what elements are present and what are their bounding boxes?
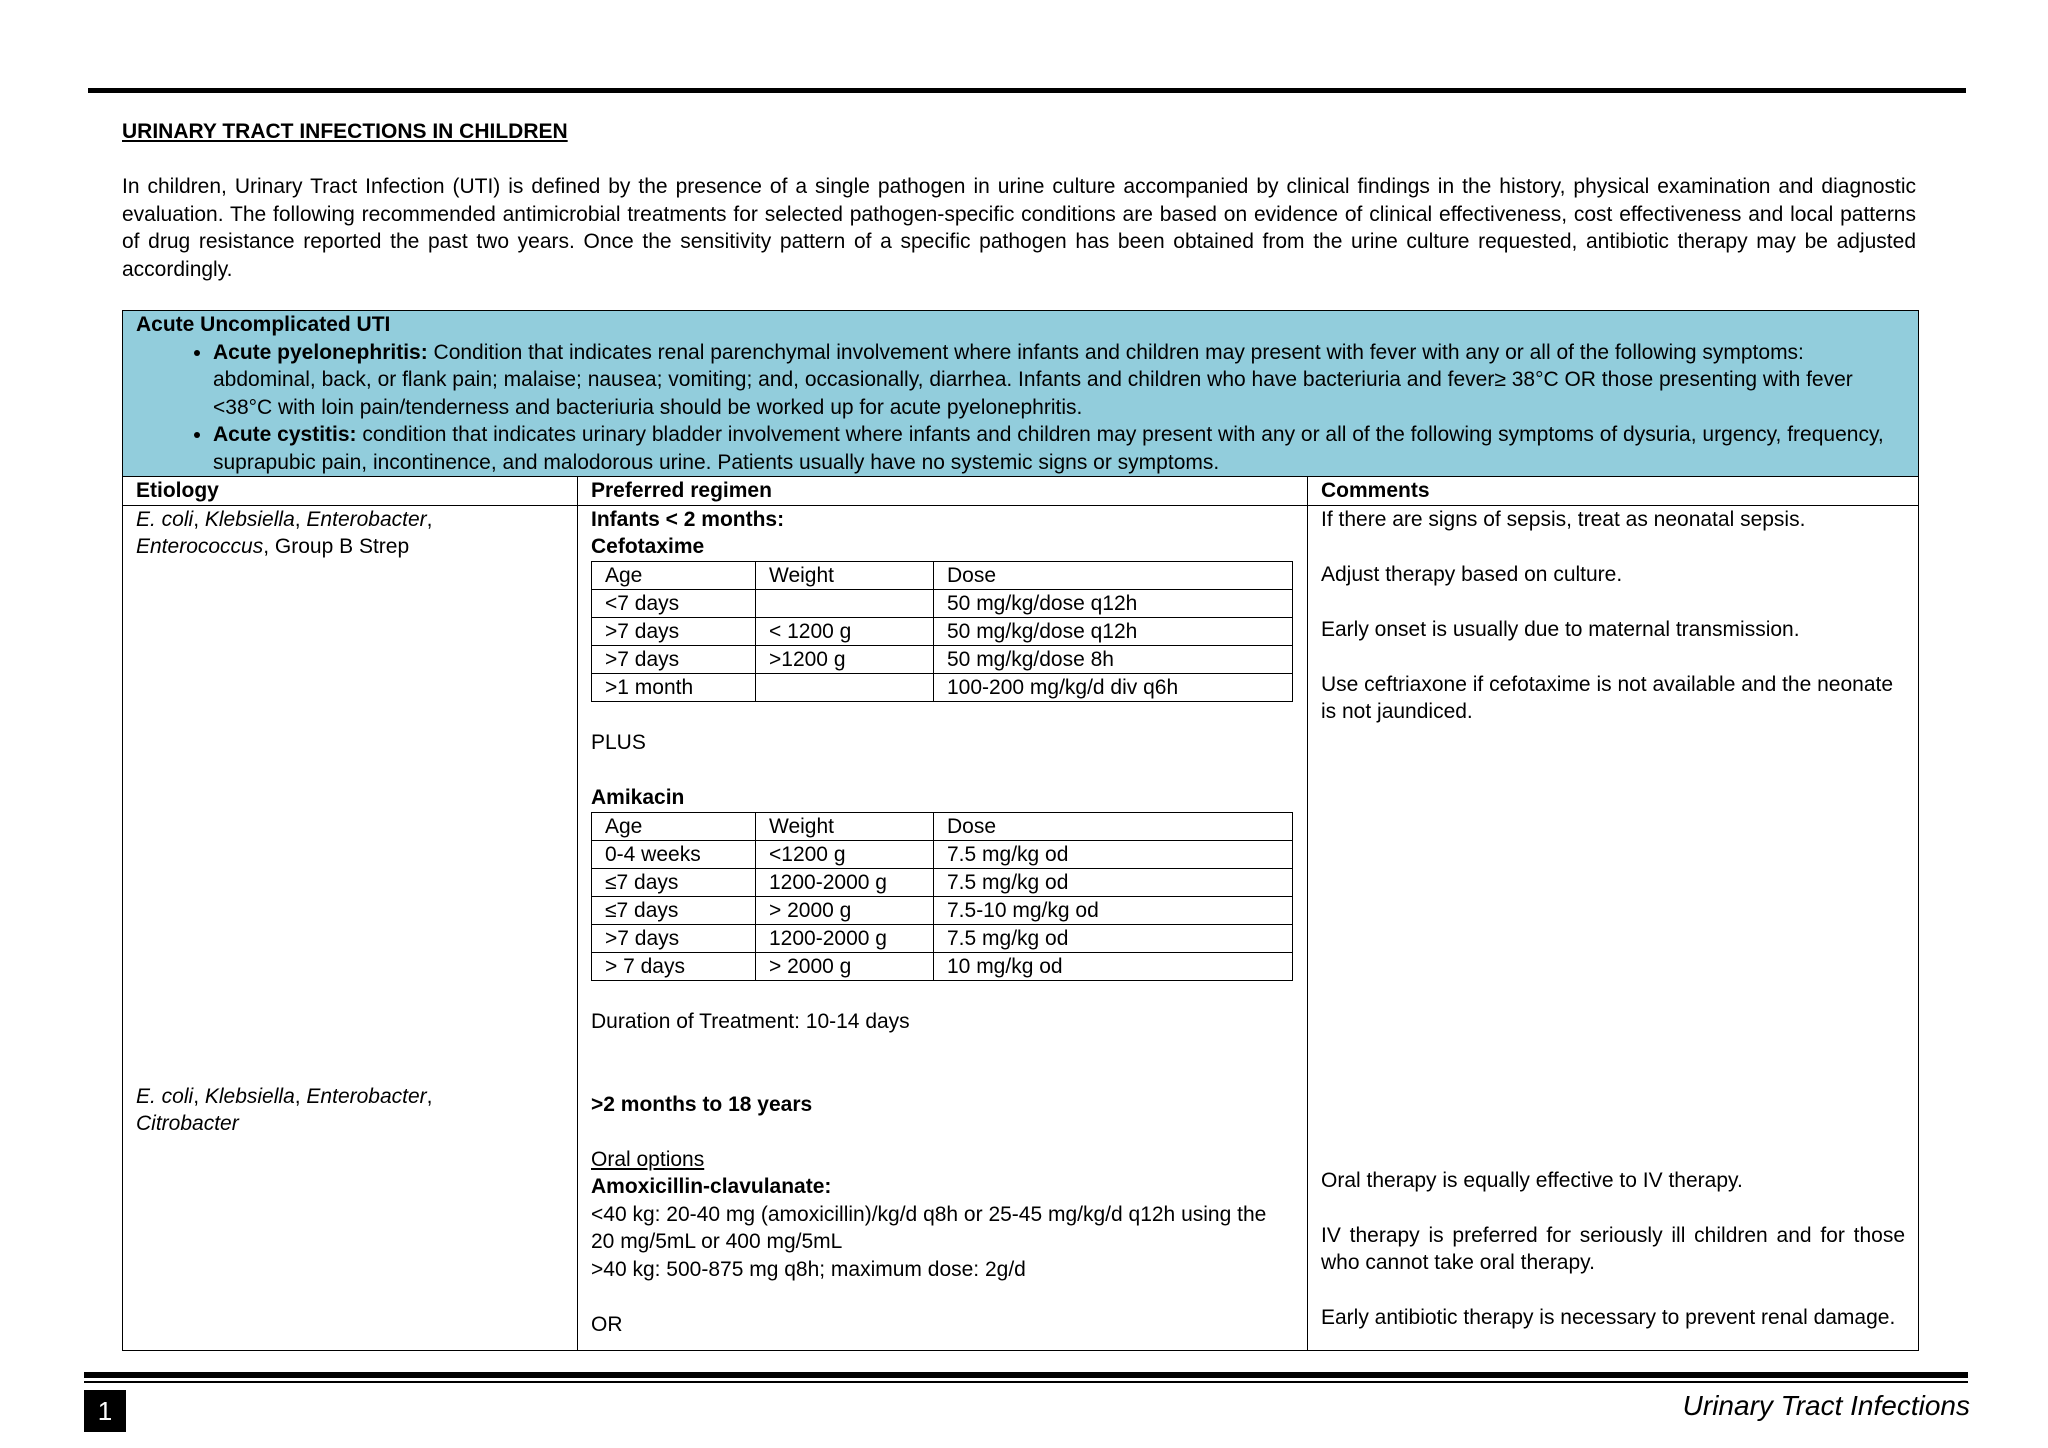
older-children-heading: >2 months to 18 years [591, 1092, 813, 1116]
comment-iv-therapy: IV therapy is preferred for seriously ill children and for those who cannot take oral therapy. [1321, 1223, 1906, 1274]
footer-rule [84, 1372, 1968, 1378]
header-comments: Comments [1308, 477, 1919, 506]
drug-amoxicillin-clavulanate: Amoxicillin-clavulanate: [591, 1175, 832, 1198]
col-dose: Dose [934, 812, 1293, 840]
duration-of-treatment: Duration of Treatment: 10-14 days [591, 1010, 910, 1033]
infants-heading: Infants < 2 months: [591, 507, 785, 531]
acute-uncomplicated-uti-banner [123, 311, 1919, 477]
table-row: >1 month 100-200 mg/kg/d div q6h [592, 673, 1293, 701]
header-preferred-regimen: Preferred regimen [578, 477, 1308, 506]
cefotaxime-dosing-table [591, 561, 1293, 702]
col-dose: Dose [934, 561, 1293, 589]
table-row [592, 561, 1293, 589]
comment-oral-therapy: Oral therapy is equally effective to IV therapy. [1321, 1168, 1743, 1192]
list-item-pyelonephritis [213, 339, 1905, 422]
drug-cefotaxime: Cefotaxime [591, 535, 705, 558]
comment-early-antibiotic: Early antibiotic therapy is necessary to prevent renal damage. [1321, 1306, 1896, 1329]
page-title: URINARY TRACT INFECTIONS IN CHILDREN [122, 120, 568, 143]
regimen-cell [578, 505, 1308, 1350]
banner-list [136, 339, 1905, 477]
comment-sepsis: If there are signs of sepsis, treat as neonatal sepsis. [1321, 507, 1806, 531]
list-item-cystitis [213, 421, 1905, 476]
col-weight: Weight [756, 812, 934, 840]
comment-early-onset: Early onset is usually due to maternal transmission. [1321, 617, 1800, 641]
plus-label: PLUS [591, 731, 646, 754]
oral-options-heading: Oral options [591, 1147, 705, 1171]
amox-dose-under-40kg: <40 kg: 20-40 mg (amoxicillin)/kg/d q8h or 25-45 mg/kg/d q12h using the 20 mg/5mL or 400 mg/5mL [591, 1202, 1267, 1253]
table-row: <7 days 50 mg/kg/dose q12h [592, 589, 1293, 617]
col-age: Age [592, 561, 756, 589]
table-row: >7 days < 1200 g 50 mg/kg/dose q12h [592, 617, 1293, 645]
header-etiology: Etiology [123, 477, 578, 506]
table-row: >7 days 1200-2000 g 7.5 mg/kg od [592, 924, 1293, 952]
etiology-neonatal: E. coli, Klebsiella, Enterobacter, Enterococcus, Group B Strep [136, 507, 433, 558]
col-age: Age [592, 812, 756, 840]
banner-heading: Acute Uncomplicated UTI [136, 313, 391, 336]
amox-dose-over-40kg: >40 kg: 500-875 mg q8h; maximum dose: 2g/d [591, 1257, 1026, 1281]
definition-pyelonephritis: Condition that indicates renal parenchymal involvement where infants and children may present with fever with any or all of the following symptoms: abdominal, back, or flank pain; malaise; nausea; vomiting; and, occasionally, diarrhea. Infants and children who have bacteriuria and fever≥ 38°C OR those presenting with fever <38°C with loin pain/tenderness and bacteriuria should be worked up for acute pyelonephritis. [213, 340, 1853, 419]
drug-amikacin: Amikacin [591, 786, 685, 809]
table-row: ≤7 days 1200-2000 g 7.5 mg/kg od [592, 868, 1293, 896]
page-number: 1 [84, 1390, 126, 1432]
footer-section-title: Urinary Tract Infections [1682, 1390, 1970, 1421]
comments-cell [1308, 505, 1919, 1350]
intro-paragraph: In children, Urinary Tract Infection (UTI) is defined by the presence of a single pathogen in urine culture accompanied by clinical findings in the history, physical examination and diagnostic evaluation. The following recommended antimicrobial treatments for selected pathogen-specific conditions are based on evidence of clinical effectiveness, cost effectiveness and local patterns of drug resistance reported the past two years. Once the sensitivity pattern of a specific pathogen has been obtained from the urine culture requested, antibiotic therapy may be adjusted accordingly. [122, 175, 1916, 281]
term-cystitis: Acute cystitis: [213, 423, 357, 446]
term-pyelonephritis: Acute pyelonephritis: [213, 340, 428, 364]
etiology-cell [123, 505, 578, 1350]
col-weight: Weight [756, 561, 934, 589]
amikacin-dosing-table [591, 812, 1293, 981]
top-rule [88, 88, 1966, 93]
comment-adjust-therapy: Adjust therapy based on culture. [1321, 562, 1623, 586]
table-row [592, 812, 1293, 840]
table-row: > 7 days > 2000 g 10 mg/kg od [592, 952, 1293, 980]
treatment-table [122, 310, 1919, 1351]
etiology-older-children: E. coli, Klebsiella, Enterobacter, Citrobacter [136, 1084, 433, 1135]
table-row: >7 days >1200 g 50 mg/kg/dose 8h [592, 645, 1293, 673]
table-row: ≤7 days > 2000 g 7.5-10 mg/kg od [592, 896, 1293, 924]
definition-cystitis: condition that indicates urinary bladder involvement where infants and children may present with any or all of the following symptoms of dysuria, urgency, frequency, suprapubic pain, incontinence, and malodorous urine. Patients usually have no systemic signs or symptoms. [213, 423, 1884, 474]
footer-rule-thin [84, 1381, 1968, 1383]
or-label: OR [591, 1312, 623, 1336]
table-row: 0-4 weeks <1200 g 7.5 mg/kg od [592, 840, 1293, 868]
comment-ceftriaxone: Use ceftriaxone if cefotaxime is not available and the neonate is not jaundiced. [1321, 672, 1894, 723]
